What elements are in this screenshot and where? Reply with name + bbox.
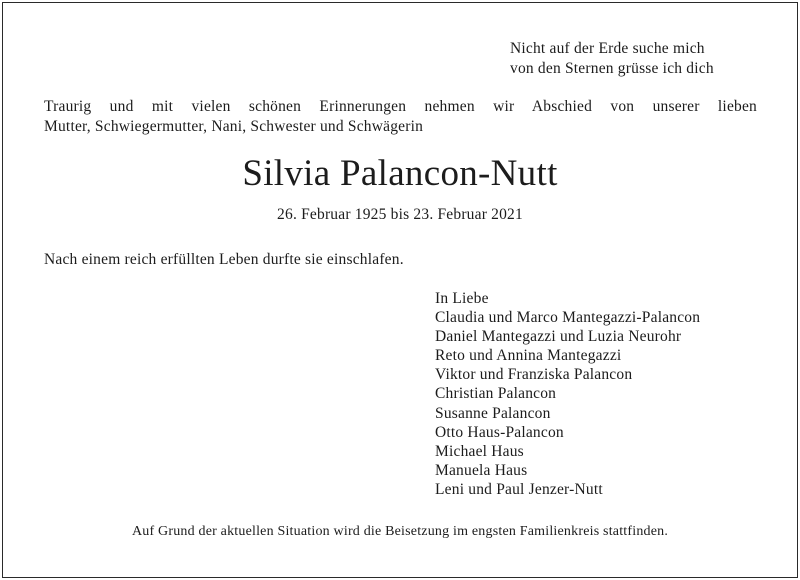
- mourner-name: Christian Palancon: [435, 385, 557, 403]
- passing-text: Nach einem reich erfüllten Leben durfte sie einschlafen.: [44, 251, 404, 268]
- funeral-notice: Auf Grund der aktuellen Situation wird die Beisetzung im engsten Familienkreis stattfinden.: [131, 524, 669, 539]
- intro-text: [44, 97, 757, 137]
- intro-line: Traurig und mit vielen schönen Erinnerungen nehmen wir Abschied von unserer lieben: [44, 98, 757, 115]
- mourner-name: Otto Haus-Palancon: [435, 423, 564, 441]
- mourner-name: Susanne Palancon: [435, 404, 551, 422]
- mourner-name: Michael Haus: [435, 442, 524, 460]
- life-dates: 26. Februar 1925 bis 23. Februar 2021: [277, 206, 523, 223]
- motto-line: von den Sternen grüsse ich dich: [510, 60, 714, 77]
- mourner-name: Claudia und Marco Mantegazzi-Palancon: [435, 309, 701, 327]
- mourner-name: Viktor und Franziska Palancon: [435, 366, 633, 384]
- motto-verse: [510, 39, 714, 79]
- deceased-name: Silvia Palancon-Nutt: [242, 153, 558, 194]
- mourner-name: Manuela Haus: [435, 461, 528, 479]
- mourners-heading: In Liebe: [435, 290, 489, 307]
- motto-line: Nicht auf der Erde suche mich: [510, 40, 705, 57]
- intro-line: Mutter, Schwiegermutter, Nani, Schwester und Schwägerin: [44, 118, 424, 135]
- mourner-name: Leni und Paul Jenzer-Nutt: [435, 480, 603, 498]
- mourner-name: Reto und Annina Mantegazzi: [435, 347, 622, 365]
- mourner-name: Daniel Mantegazzi und Luzia Neurohr: [435, 328, 682, 346]
- mourners-list: [435, 289, 700, 499]
